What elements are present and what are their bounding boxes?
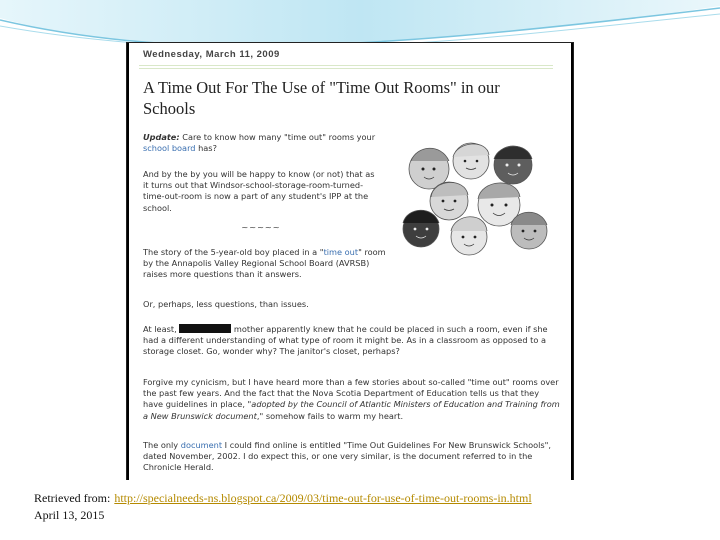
- update-paragraph: [143, 132, 379, 154]
- paragraph-issues: Or, perhaps, less questions, than issues.: [143, 299, 309, 309]
- paragraph-story: [143, 247, 389, 281]
- divider: [139, 65, 553, 66]
- post-title-line1: A Time Out For The Use of "Time Out Rooms" in our: [143, 78, 500, 97]
- separator: ~~~~~: [241, 222, 281, 232]
- retrieved-date: April 13, 2015: [34, 508, 105, 522]
- paragraph-document: [143, 440, 561, 474]
- children-faces-illustration: [401, 139, 551, 257]
- document-text-a: The only: [143, 440, 181, 450]
- paragraph-mother: [143, 324, 561, 358]
- paragraph-cynicism: [143, 377, 561, 422]
- document-text-b: I could find online is entitled "Time Out Guidelines For New Brunswick Schools", dated November, 2002. I do expect this, or one very similar, is the document referred to in the Chronicle Herald.: [143, 440, 552, 473]
- school-board-link[interactable]: school board: [143, 143, 196, 154]
- cynicism-quote: adopted by the Council of Atlantic Ministers of Education and Training from a New Brunswick document: [143, 399, 560, 421]
- redacted-name: [179, 324, 231, 333]
- citation-footer: [34, 490, 532, 524]
- post-title: [143, 77, 523, 119]
- divider: [139, 68, 553, 69]
- screenshot-left-border: [127, 43, 129, 480]
- blog-post-screenshot: [126, 42, 574, 480]
- document-link[interactable]: document: [180, 440, 223, 450]
- cynicism-text-a: Forgive my cynicism, but I have heard more than a few stories about so-called "time out" rooms over the past few years. And the fact that the Nova Scotia Department of Education tells us that they have guidelines in place, ": [143, 377, 559, 410]
- story-text-b: " room by the Annapolis Valley Regional School Board (AVRSB) raises more questions than it answers.: [143, 247, 386, 280]
- story-text-a: The story of the 5-year-old boy placed in a ": [143, 247, 324, 257]
- mother-text-a: At least,: [143, 324, 180, 334]
- mother-text-b: mother apparently knew that he could be placed in such a room, even if she had a different understanding of what type of room it might be. As in a classroom as opposed to a storage closet. Go, wonder why? The janitor's closet, perhaps?: [143, 324, 548, 357]
- cynicism-text-b: ," somehow fails to warm my heart.: [256, 410, 404, 421]
- update-text: Care to know how many "time out" rooms your: [179, 132, 376, 142]
- source-url-link[interactable]: http://specialneeds-ns.blogspot.ca/2009/03/time-out-for-use-of-time-out-rooms-in.html: [114, 491, 532, 505]
- paragraph-ipp: And by the by you will be happy to know (or not) that as it turns out that Windsor-school-storage-room-turned-time-out-room is now a part of any student's IPP at the school.: [143, 169, 375, 213]
- time-out-link[interactable]: time out: [323, 247, 359, 257]
- update-label: Update:: [143, 132, 180, 142]
- post-date: Wednesday, March 11, 2009: [143, 49, 280, 60]
- post-title-line2: Schools: [143, 99, 196, 118]
- update-tail: has?: [195, 143, 217, 154]
- retrieved-label: Retrieved from:: [34, 491, 111, 505]
- screenshot-right-border: [571, 43, 573, 480]
- citation-line1: [34, 490, 532, 507]
